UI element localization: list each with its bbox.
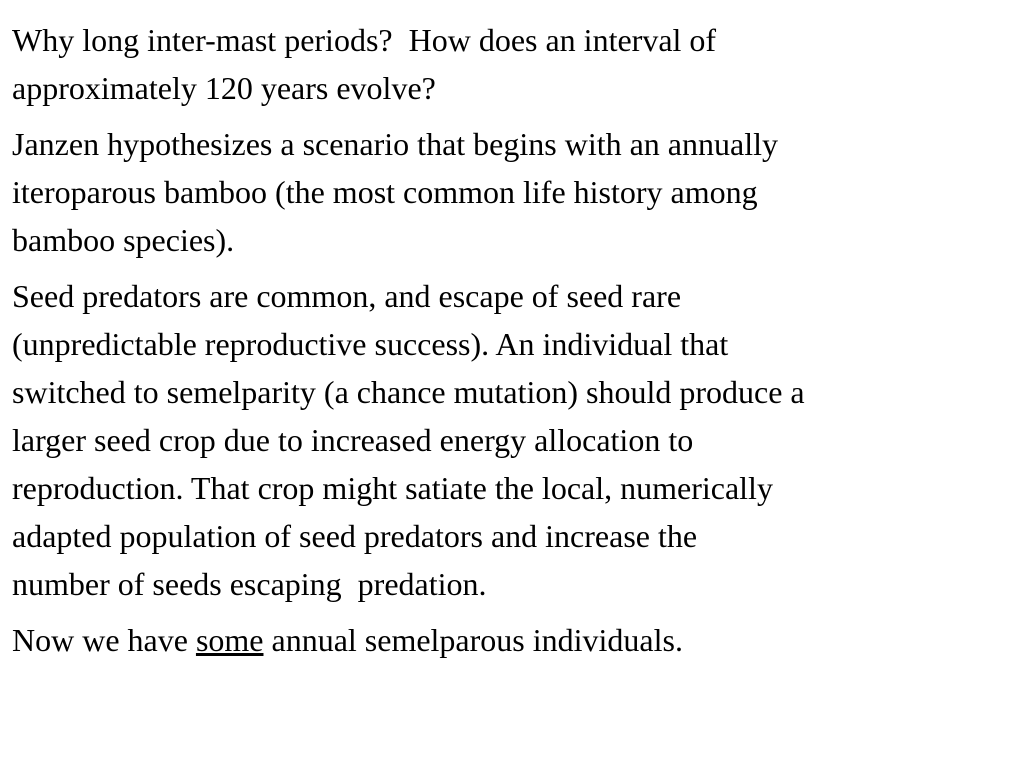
conclusion-text-after: annual semelparous individuals. [263,622,683,658]
paragraph-conclusion [12,616,1012,664]
paragraph-question [12,16,1012,112]
paragraph-line: Seed predators are common, and escape of seed rare [12,278,682,314]
paragraph-line: adapted population of seed predators and increase the [12,518,698,554]
paragraph-line: approximately 120 years evolve? [12,70,436,106]
paragraph-line: Janzen hypothesizes a scenario that begins with an annually [12,126,778,162]
paragraph-line: larger seed crop due to increased energy allocation to [12,422,694,458]
paragraph-line: reproduction. That crop might satiate the local, numerically [12,470,773,506]
paragraph-line: (unpredictable reproductive success). An individual that [12,326,729,362]
paragraph-line: bamboo species). [12,222,235,258]
paragraph-seed-predators [12,272,1012,608]
paragraph-line: Why long inter-mast periods? How does an interval of [12,22,717,58]
underlined-word-some: some [195,622,264,658]
conclusion-text-before: Now we have [12,622,196,658]
paragraph-line: number of seeds escaping predation. [12,566,487,602]
paragraph-line: iteroparous bamboo (the most common life history among [12,174,758,210]
paragraph-line: switched to semelparity (a chance mutation) should produce a [12,374,805,410]
paragraph-janzen-hypothesis [12,120,1012,264]
